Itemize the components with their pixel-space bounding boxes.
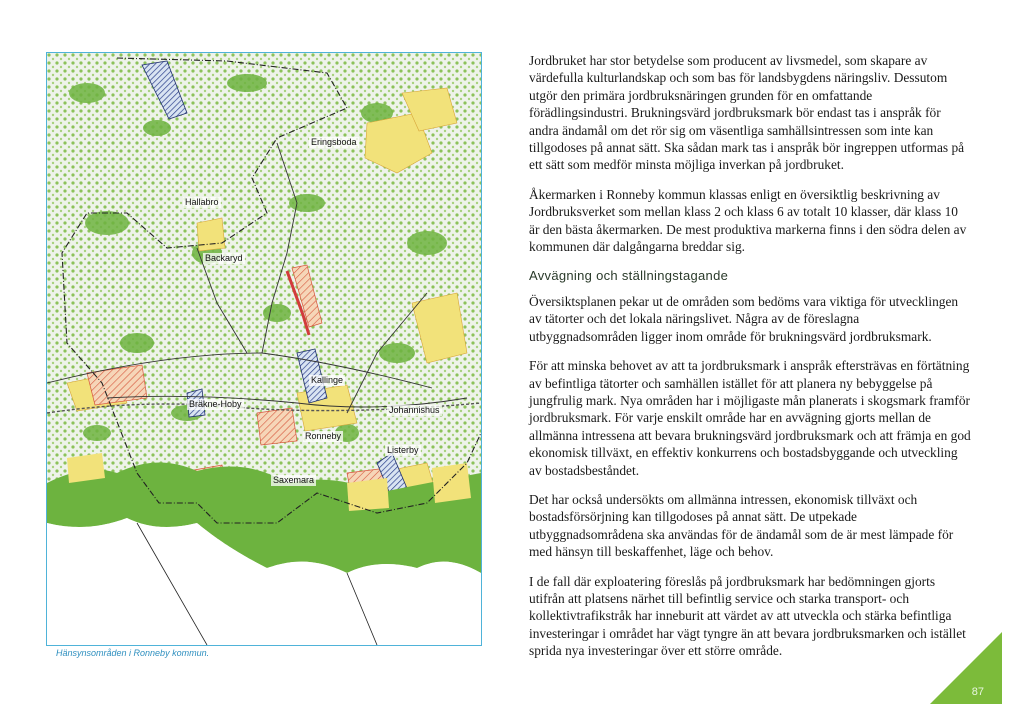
- place-label-saxemara: Saxemara: [273, 475, 315, 485]
- paragraph-exploitation: I de fall där exploatering föreslås på jordbruksmark har bedömningen gjorts utifrån att platsens närhet till befintlig service och starka transport- och kollektivtrafikstråk har inneburit att värdet av att utveckla och stärka befintliga investeringar i området har vägt tyngre än att bevara jordbruksmarken och istället sprida nya investeringar över ett större område.: [529, 573, 966, 659]
- page-number: 87: [971, 686, 984, 698]
- place-label-backaryd: Backaryd: [205, 253, 243, 263]
- map-panel: [46, 52, 482, 646]
- place-label-kallinge: Kallinge: [311, 375, 344, 385]
- page-corner-triangle: [930, 632, 1002, 704]
- municipality-map: [47, 53, 481, 645]
- paragraph-plan-areas: Översiktsplanen pekar ut de områden som bedöms vara viktiga för utvecklingen av tätorter och det lokala näringslivet. Några av de föreslagna utbyggnadsområden ligger inom område för brukningsvärd jordbruksmark.: [529, 293, 959, 344]
- paragraph-alternatives: Det har också undersökts om allmänna intressen, ekonomisk tillväxt och bostadsförsörjning kan tillgodoses på annat sätt. De utpekade utbyggnadsområdena ska användas för de ändamål som de är mest lämpade för med hänsyn till beskaffenhet, läge och behov.: [529, 491, 954, 560]
- text-column: [529, 52, 971, 672]
- map-caption: Hänsynsområden i Ronneby kommun.: [56, 648, 210, 658]
- place-label-brakne-hoby: Bräkne-Hoby: [189, 399, 242, 409]
- place-label-listerby: Listerby: [387, 445, 419, 455]
- paragraph-intro: Jordbruket har stor betydelse som producent av livsmedel, som skapare av värdefulla kulturlandskap och som bas för landsbygdens näringsliv. Dessutom utgör den primära jordbruksnäringen grunden för en omfattande förädlingsindustri. Brukningsvärd jordbruksmark bör endast tas i anspråk för andra ändamål om det rör sig om väsentliga samhällsintressen som inte kan tillgodoses på annat sätt. Ska sådan mark tas i anspråk bör ingreppen utformas på ett sätt som medför minsta möjliga inverkan på jordbruket.: [529, 53, 965, 173]
- place-label-hallabro: Hallabro: [185, 197, 219, 207]
- place-label-johannishus: Johannishus: [389, 405, 440, 415]
- place-label-ronneby: Ronneby: [305, 431, 342, 441]
- paragraph-farmland-classes: Åkermarken i Ronneby kommun klassas enligt en översiktlig beskrivning av Jordbruksverket som mellan klass 2 och klass 6 av totalt 10 klasser, där klass 10 är den bästa åkermarken. De mest produktiva markerna finns i den södra delen av kommunen där dalgångarna breddar sig.: [529, 186, 967, 255]
- place-label-eringsboda: Eringsboda: [311, 137, 357, 147]
- section-heading: Avvägning och ställningstagande: [529, 268, 729, 284]
- paragraph-densification: För att minska behovet av att ta jordbruksmark i anspråk eftersträvas en förtätning av befintliga tätorter och samhällen istället för att planera ny bebyggelse på jungfrulig mark. Nya områden har i möjligaste mån planerats i skogsmark framför jordbruksmark. För varje enskilt område har en avvägning gjorts mellan de allmänna intressena att bevara brukningsvärd jordbruksmark och att främja en god ekonomisk tillväxt, en effektiv konkurrens och bostadsbyggande och utveckling av bostadsbeståndet.: [529, 358, 971, 478]
